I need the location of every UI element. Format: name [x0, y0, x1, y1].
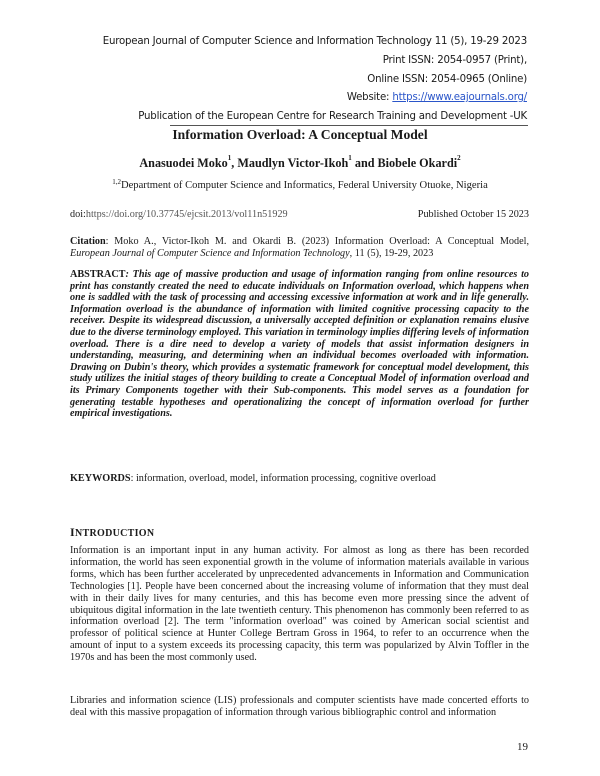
- header-divider: [170, 125, 528, 126]
- citation-text: : Moko A., Victor-Ikoh M. and Okardi B. (2023) Information Overload: A Conceptual Model,: [105, 236, 529, 247]
- author-affiliation-mark: 2: [457, 154, 461, 162]
- article-title: Information Overload: A Conceptual Model: [172, 127, 428, 142]
- website-label: Website:: [346, 92, 390, 103]
- author-name: Maudlyn Victor-Ikoh: [237, 156, 349, 170]
- page-number: 19: [517, 741, 528, 753]
- website-link[interactable]: https://www.eajournals.org/: [392, 92, 527, 103]
- citation-tail: , 11 (5), 19-29, 2023: [349, 247, 434, 259]
- author-name: Anasuodei Moko: [139, 156, 228, 170]
- affiliation-mark: 1,2: [112, 178, 121, 186]
- citation-journal: European Journal of Computer Science and Information Technology: [70, 247, 350, 259]
- citation-label: Citation: [70, 236, 106, 247]
- intro-paragraph: Information is an important input in any human activity. For almost as long as there has been recorded information, the world has seen exponential growth in the volume of information materials available in various forms, which has been further accelerated by unprecedented advancements in Information and Communication Technologies [1]. People have been concerned about the increasing volume of information that they must deal with in their daily lives for many centuries, and this has become even more pressing since the advent of ubiquitous digital information in the late twentieth century. This phenomenon has commonly been referred to as information overload [2]. The term "information overload" was coined by American social scientist and professor of political science at Hunter College Bertram Gross in 1964, to refer to an occurrence when the amount of input to a system exceeds its processing capacity, this term was popularized by Alvin Toffler in the 1970s and has been the most commonly used.: [70, 545, 529, 664]
- journal-line: European Journal of Computer Science and Information Technology 11 (5), 19-29 2023: [102, 36, 527, 47]
- abstract: [70, 269, 529, 420]
- author-affiliation-mark: 1: [227, 154, 232, 162]
- doi-row: [70, 209, 529, 220]
- doi-link[interactable]: https://doi.org/10.37745/ejcsit.2013/vol11n51929: [85, 209, 288, 220]
- keywords-label: KEYWORDS: [70, 473, 131, 484]
- website-line: [347, 92, 527, 104]
- heading-initial: I: [70, 525, 75, 539]
- doi-label: doi:: [70, 209, 86, 220]
- citation: [70, 236, 529, 259]
- author-separator: ,: [231, 156, 238, 170]
- author-list: [0, 156, 600, 171]
- abstract-label: ABSTRACT: [70, 269, 126, 280]
- online-issn: Online ISSN: 2054-0965 (Online): [367, 74, 527, 85]
- author-affiliation-mark: 1: [348, 154, 352, 162]
- intro-paragraph: Libraries and information science (LIS) professionals and computer scientists have made concerted efforts to deal with this massive propagation of information through various bibliographic control and information: [70, 695, 529, 718]
- heading-rest: NTRODUCTION: [74, 528, 155, 539]
- author-name: Biobele Okardi: [377, 156, 458, 170]
- affiliation-text: Department of Computer Science and Informatics, Federal University Otuoke, Nigeria: [120, 180, 488, 191]
- keywords: [70, 473, 529, 485]
- keywords-text: : information, overload, model, information processing, cognitive overload: [130, 473, 436, 484]
- publisher-line: Publication of the European Centre for Research Training and Development -UK: [138, 111, 527, 122]
- author-separator: and: [351, 156, 378, 170]
- affiliation: [0, 180, 600, 191]
- section-heading-introduction: [70, 525, 154, 540]
- print-issn: Print ISSN: 2054-0957 (Print),: [382, 55, 527, 66]
- published-date: Published October 15 2023: [417, 209, 529, 220]
- abstract-text: : This age of massive production and usage of information ranging from online resources to print has constantly created the need to educate individuals on Information overload, which happens when one is saddled with the task of processing and accessing excessive information at work and in life generally. Information overload is the abundance of information with limited cognitive processing capacity to the receiver. Despite its widespread discussion, a universally accepted definition or explanation remains elusive due to the diverse terminology employed. This variation in terminology implies differing levels of information overload. There is a dire need to develop a variety of models that assist information designers in understanding, measuring, and determining when an individual becomes overloaded with information. Drawing on Dubin's theory, which provides a systematic framework for conceptual model development, this study utilizes the initial stages of theory building to create a Conceptual Model of information overload and its Primary Components together with their Sub-components. This model serves as a foundation for generating testable hypotheses and operationalizing the concept of information overload for further empirical investigations.: [70, 269, 529, 420]
